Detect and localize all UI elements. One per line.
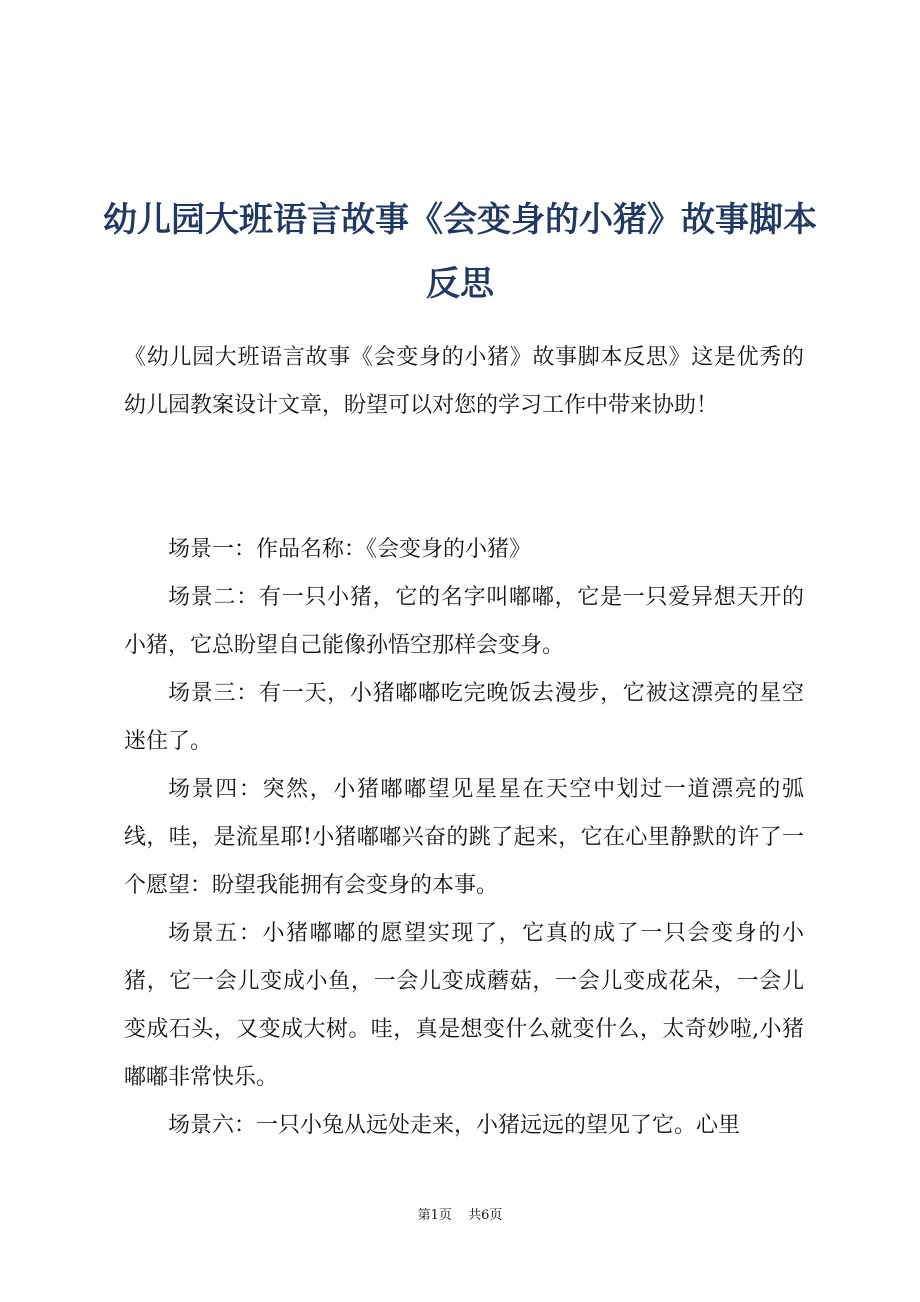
page-footer	[0, 1206, 920, 1226]
page-number: 第1页	[417, 1208, 452, 1223]
scene-paragraph-1: 场景一：作品名称：《会变身的小猪》	[168, 537, 532, 562]
scene-paragraph-4: 场景四：突然，小猪嘟嘟望见星星在天空中划过一道漂亮的弧线，哇，是流星耶!小猪嘟嘟兴奋的跳了起来，它在心里静默的许了一个愿望：盼望我能拥有会变身的本事。	[124, 777, 804, 898]
page-total: 共6页	[468, 1208, 503, 1223]
scene-paragraph-5: 场景五：小猪嘟嘟的愿望实现了，它真的成了一只会变身的小猪，它一会儿变成小鱼，一会儿变成蘑菇，一会儿变成花朵，一会儿变成石头，又变成大树。哇，真是想变什么就变什么，太奇妙啦,小猪嘟嘟非常快乐。	[124, 921, 804, 1090]
scene-paragraph-6: 场景六：一只小兔从远处走来，小猪远远的望见了它。心里	[168, 1113, 741, 1138]
scene-paragraph-3: 场景三：有一天，小猪嘟嘟吃完晚饭去漫步，它被这漂亮的星空迷住了。	[124, 681, 804, 754]
scene-list	[124, 526, 804, 1150]
document-title: 幼儿园大班语言故事《会变身的小猪》故事脚本反思	[103, 200, 817, 304]
intro-paragraph: 《幼儿园大班语言故事《会变身的小猪》故事脚本反思》这是优秀的幼儿园教案设计文章，盼望可以对您的学习工作中带来协助！	[124, 345, 804, 418]
scene-paragraph-2: 场景二：有一只小猪，它的名字叫嘟嘟，它是一只爱异想天开的小猪，它总盼望自己能像孙悟空那样会变身。	[124, 585, 804, 658]
